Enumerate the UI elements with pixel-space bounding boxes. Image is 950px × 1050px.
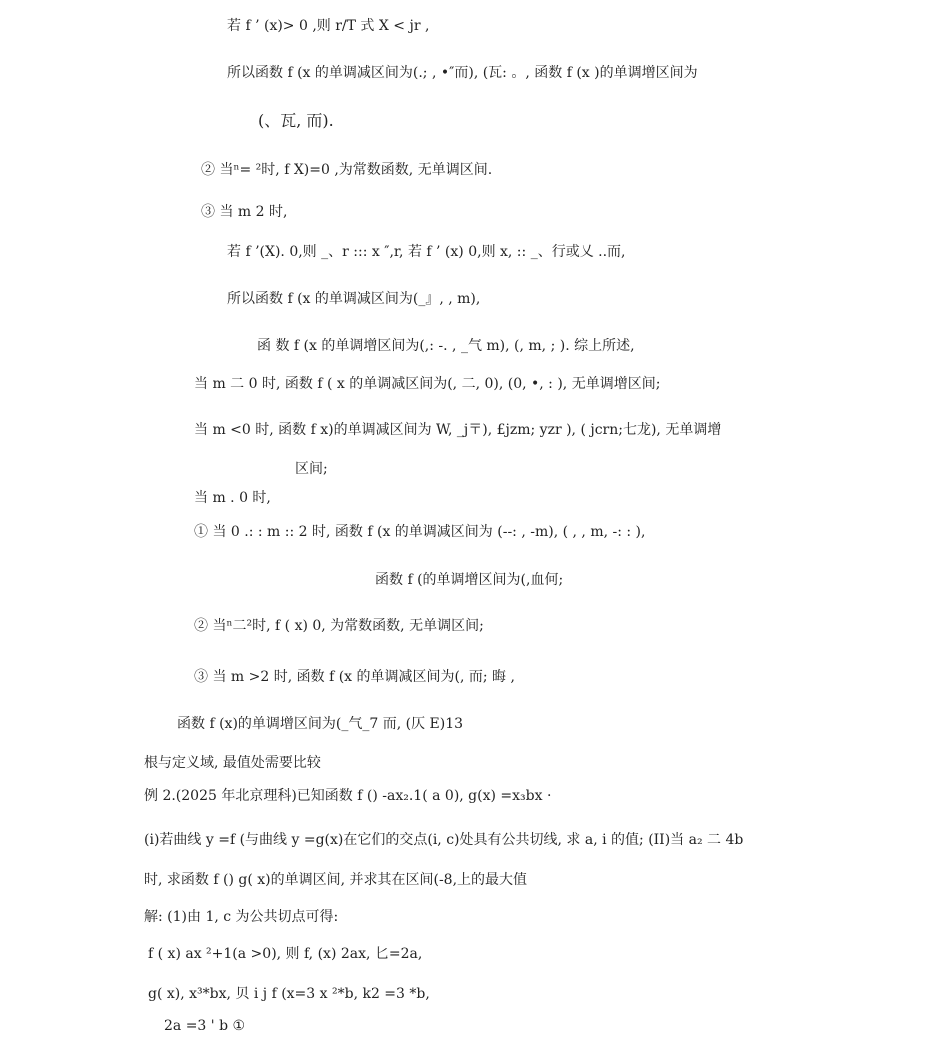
text-line-14: 函数 f (的单调增区间为(,血何; — [375, 572, 564, 588]
text-line-6: 若 f ’(X). 0,则 _、r ::: x ″,r, 若 f ’ (x) 0,则 x, :: _、行或乂 ..而, — [227, 244, 626, 260]
text-line-18: 根与定义域, 最值处需要比较 — [144, 755, 321, 771]
text-line-15: ② 当ⁿ二²时, f ( x) 0, 为常数函数, 无单调区间; — [194, 618, 484, 634]
text-line-3: (、瓦, 而). — [258, 111, 334, 130]
text-line-8: 函 数 f (x 的单调增区间为(,: -. , _气 m), (, m, ; ). 综上所述, — [257, 338, 635, 354]
text-line-25: 2a =3 ' b ① — [164, 1018, 246, 1034]
text-line-12: 当 m . 0 时, — [194, 490, 271, 506]
text-line-1: 若 f ’ (x)> 0 ,则 r/T 式 X < jr , — [227, 18, 430, 34]
text-line-5: ③ 当 m 2 时, — [201, 204, 288, 220]
text-line-11: 区间; — [295, 461, 328, 477]
text-line-22: 解: (1)由 1, c 为公共切点可得: — [144, 909, 339, 925]
text-line-16: ③ 当 m >2 时, 函数 f (x 的单调减区间为(, 而; 晦 , — [194, 669, 515, 685]
text-line-21: 时, 求函数 f () g( x)的单调区间, 并求其在区间(-8,上的最大值 — [144, 872, 528, 888]
text-line-13: ① 当 0 .: : m :: 2 时, 函数 f (x 的单调减区间为 (--: , -m), ( , , m, -: : ), — [194, 524, 646, 540]
text-line-10: 当 m <0 时, 函数 f x)的单调减区间为 W, _j〒), £jzm; yzr ), ( jcrn;七龙), 无单调增 — [194, 422, 722, 438]
text-line-17: 函数 f (x)的单调增区间为(_气_7 而, (仄 E)13 — [177, 716, 464, 732]
text-line-4: ② 当ⁿ= ²时, f X)=0 ,为常数函数, 无单调区间. — [201, 162, 493, 178]
text-line-23: f ( x) ax ²+1(a >0), 则 f, (x) 2ax, 匕=2a, — [148, 946, 423, 962]
text-line-9: 当 m 二 0 时, 函数 f ( x 的单调减区间为(, 二, 0), (0, •, : ), 无单调增区间; — [194, 376, 661, 392]
text-line-2: 所以函数 f (x 的单调减区间为(.; , •″而), (瓦: 。, 函数 f (x )的单调增区间为 — [227, 65, 698, 81]
text-line-7: 所以函数 f (x 的单调减区间为(_』, , m), — [227, 291, 481, 307]
text-line-24: g( x), x³*bx, 贝 i j f (x=3 x ²*b, k2 =3 *b, — [148, 986, 430, 1002]
text-line-19: 例 2.(2025 年北京理科)已知函数 f () -ax₂.1( a 0), g(x) =x₃bx · — [144, 788, 552, 804]
text-line-20: (i)若曲线 y =f (与曲线 y =g(x)在它们的交点(i, c)处具有公共切线, 求 a, i 的值; (II)当 a₂ 二 4b — [144, 832, 744, 848]
